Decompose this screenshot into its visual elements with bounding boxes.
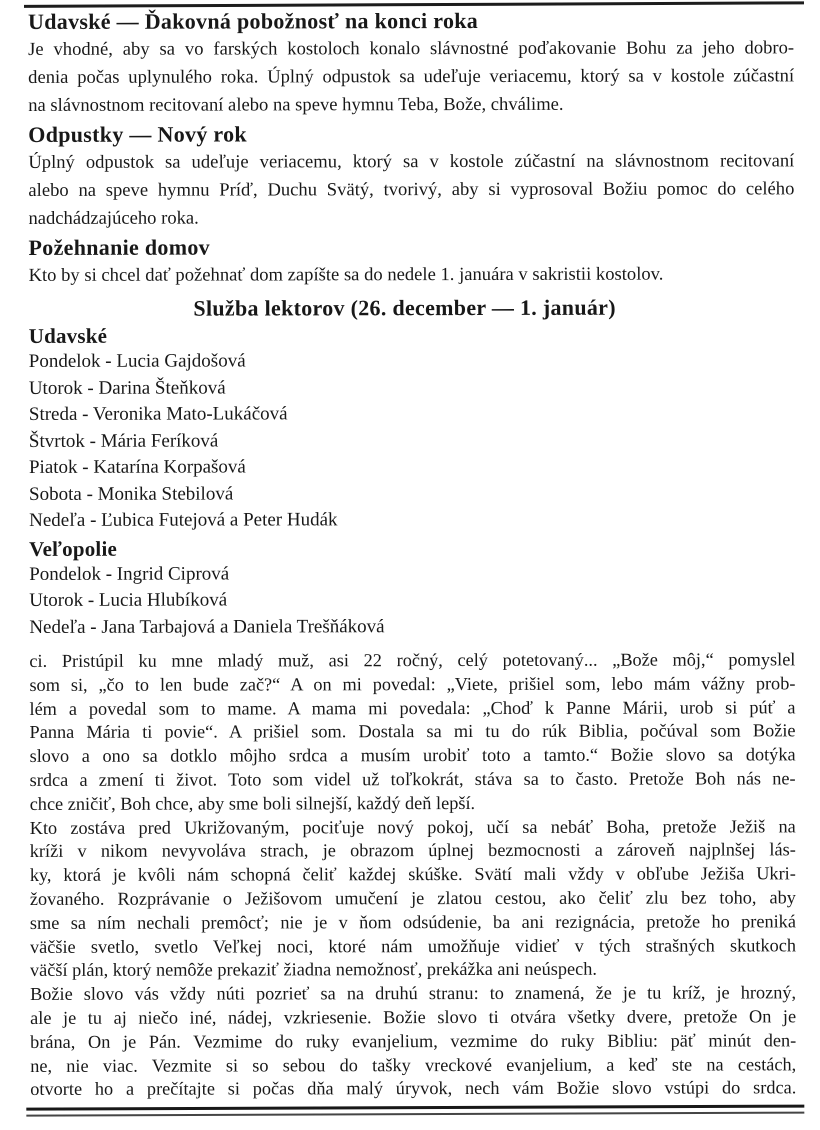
scanned-page — [0, 2, 820, 1116]
text-line: otvorte ho a prečítajte si počas dňa malý úryvok, nech vám Božie slovo vstúpi do srdca. — [30, 1077, 797, 1100]
text-line: Nedeľa - Jana Tarbajová a Daniela Trešňáková — [29, 615, 385, 638]
text-line: chce zničiť, Boh chce, aby sme boli silnejší, každý deň lepší. — [29, 792, 476, 814]
text-line: denia počas uplynulého roka. Úplný odpustok sa udeľuje veriacemu, ktorý sa v kostole zúčastní — [28, 65, 795, 88]
text-line: Piatok - Katarína Korpašová — [28, 456, 246, 478]
text-line: na slávnostnom recitovaní alebo na speve hymnu Teba, Bože, chválime. — [28, 93, 564, 116]
text-line: žovaného. Rozprávanie o Ježišovom umučení je zlatou cestou, ako čeliť zlu bez toho, aby — [29, 887, 796, 909]
text-line: alebo na speve hymnu Príď, Duchu Svätý, tvorivý, aby si vyprosoval Božiu pomoc do celého — [28, 178, 795, 201]
text-line: väčší plán, ktorý nemôže prekaziť žiadna nemožnosť, prekážka ani neúspech. — [30, 959, 597, 981]
text-line: ne, nie viac. Vezmite si so sebou do tašky vreckové evanjelium, a keď ste na cestách, — [30, 1053, 797, 1076]
text-line: Kto by si chcel dať požehnať dom zapíšte sa do nedele 1. januára v sakristii kostolov. — [28, 263, 664, 286]
lector-entries — [29, 560, 795, 641]
article-text — [29, 648, 796, 1102]
article-paragraph — [30, 981, 796, 1102]
text-line: Pondelok - Lucia Gajdošová — [28, 350, 246, 372]
text-line: ci. Pristúpil ku mne mladý muž, asi 22 ročný, celý potetovaný... „Bože môj,“ pomyslel — [29, 649, 796, 671]
text-line: Kto zostáva pred Ukrižovaným, pociťuje nový pokoj, učí sa nebáť Boha, pretože Ježiš na — [29, 815, 796, 838]
text-line: slovo a ono sa dotklo môjho srdca a musím urobiť toto a tamto.“ Božie slovo sa dotýka — [29, 744, 796, 767]
lector-group-name: Udavské — [28, 323, 108, 348]
article-paragraph — [29, 648, 795, 816]
text-line: kríži v nikom nevyvoláva strach, je obrazom úplnej bezmocnosti a zároveň najplnšej lás- — [29, 839, 796, 862]
section-thanksgiving — [28, 7, 794, 120]
text-line: Utorok - Lucia Hlubíková — [29, 589, 228, 611]
section-heading: Požehnanie domov — [28, 234, 210, 260]
lector-group-name: Veľopolie — [29, 536, 118, 561]
text-line: lém a povedal som to mame. A mama mi povedala: „Choď k Panne Márii, urob si púť a — [29, 696, 796, 719]
lector-entries — [29, 347, 795, 534]
lector-group-velopolie — [29, 535, 795, 641]
text-line: Streda - Veronika Mato-Lukáčová — [28, 403, 288, 425]
lectors-title: Služba lektorov (26. december — 1. január) — [193, 294, 616, 321]
bottom-rule — [26, 1105, 804, 1117]
text-line: Úplný odpustok sa udeľuje veriacemu, ktorý sa v kostole zúčastní na slávnostnom recitovaní — [28, 150, 795, 173]
text-line: nadchádzajúceho roka. — [28, 207, 199, 229]
text-line: ky, ktorá je kvôli nám schopná čeliť každej skúške. Svätí mali vždy v obľube Ježiša Ukri- — [29, 863, 796, 886]
section-paragraph — [29, 260, 795, 290]
text-line: väčšie svetlo, svetlo Veľkej noci, ktoré nám umožňuje vidieť v tých strašných skutkoch — [29, 934, 796, 957]
article-paragraph — [30, 815, 796, 983]
text-line: Sobota - Monika Stebilová — [29, 483, 234, 505]
text-line: brána, On je Pán. Vezmime do ruky evanjelium, vezmime do ruky Bibliu: päť minút den- — [30, 1030, 797, 1052]
text-line: Panna Mária ti povie“. A prišiel som. Dostala sa mi tu do rúk Biblia, počúval som Božie — [29, 720, 796, 743]
text-line: sme sa ním nechali premôcť; nie je v ňom odsúdenie, ba ani rezignácia, pretože ho preniká — [29, 911, 796, 933]
text-line: Božie slovo vás vždy núti pozrieť sa na druhú stranu: to znamená, že je tu kríž, je hrozný, — [30, 982, 797, 1005]
section-heading: Odpustky — Nový rok — [28, 121, 247, 147]
text-line: srdca a zmení ti život. Toto som videl už toľkokrát, stáva sa to často. Pretože Boh nás ne- — [29, 768, 796, 790]
lectors-schedule — [29, 294, 796, 641]
text-line: Pondelok - Ingrid Ciprová — [29, 563, 230, 585]
text-line: Utorok - Darina Šteňková — [28, 377, 226, 399]
text-line: Nedeľa - Ľubica Futejová a Peter Hudák — [29, 509, 338, 531]
section-paragraph — [28, 147, 794, 233]
section-heading: Udavské — Ďakovná pobožnosť na konci roka — [28, 7, 479, 34]
lector-group-udavske — [29, 322, 795, 534]
text-line: Štvrtok - Mária Feríková — [28, 430, 219, 452]
section-paragraph — [28, 34, 794, 120]
section-indulgences — [28, 120, 794, 233]
text-line: ale je tu aj niečo iné, nádej, vzkriesenie. Božie slovo ti otvára všetky dvere, pretože On je — [30, 1006, 797, 1028]
section-house-blessing — [28, 233, 794, 290]
text-line: Je vhodné, aby sa vo farských kostoloch konalo slávnostné poďakovanie Bohu za jeho dobro- — [28, 37, 795, 60]
text-line: som si, „čo to len bude zač?“ A on mi povedal: „Viete, prišiel som, lebo mám vážny prob- — [29, 673, 796, 695]
